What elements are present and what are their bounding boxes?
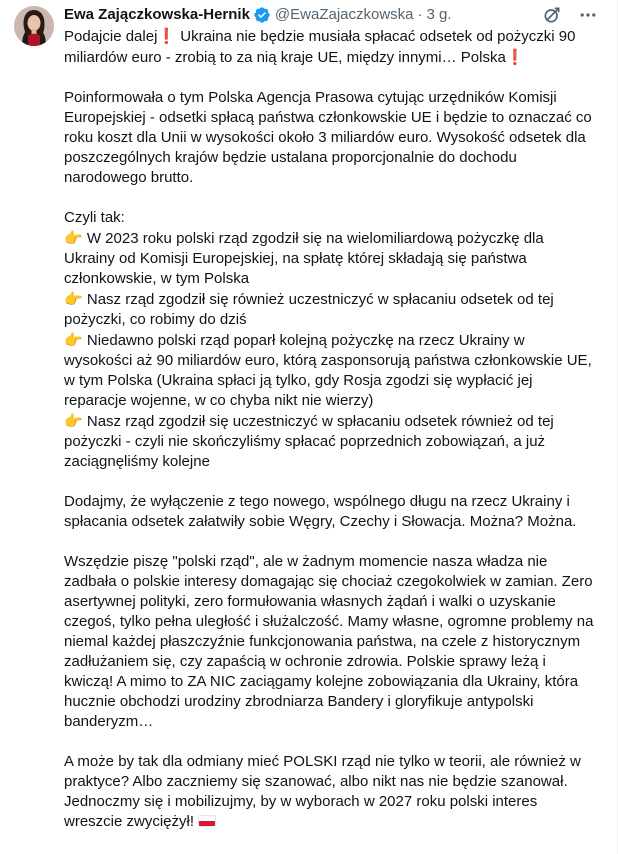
paragraph-6-text: A może by tak dla odmiany mieć POLSKI rząd nie tylko w teorii, ale również w praktyce? Albo zaczniemy się szanować, albo nikt nas nie będzie szanował. Jednoczmy się i mobilizujmy, by w wyborach w 2027 roku polski interes wreszcie zwyciężył! (64, 753, 586, 830)
bullet-3-text: Niedawno polski rząd poparł kolejną pożyczkę na rzecz Ukrainy w wysokości aż 90 miliardów euro, którą zasponsorują państwa członkowskie UE, w tym Polska (Ukraina spłaci ją tylko, gdy Rosja zgodzi się wypłacić jej reparacje wojenne, w co chyba nikt nie wierzy) (64, 332, 596, 409)
paragraph-4: Dodajmy, że wyłączenie z tego nowego, wspólnego długu na rzecz Ukrainy i spłacania odsetek załatwiły sobie Węgry, Czechy i Słowacja. Można? Można. (64, 493, 577, 530)
bullet-2 (64, 289, 594, 330)
p1-lead: Podajcie dalej (64, 28, 158, 45)
point-right-icon: 👉 (64, 290, 83, 308)
grok-icon (542, 5, 562, 25)
bullet-4 (64, 411, 594, 472)
bullet-2-text: Nasz rząd zgodził się również uczestniczyć w spłacaniu odsetek od tej pożyczki, co robimy do dziś (64, 291, 558, 328)
verified-badge-icon (253, 6, 271, 24)
more-horizontal-icon (578, 5, 598, 25)
exclamation-icon: ❗ (157, 27, 177, 45)
avatar-image (14, 6, 54, 46)
paragraph-5: Wszędzie piszę "polski rząd", ale w żadnym momencie nasza władza nie zadbała o polskie interesy domagając się chociaż czegokolwiek w zamian. Zero asertywnej polityki, zero formułowania własnych żądań i walki o uzyskanie czegoś, tylko pełna uległość i służalczość. Mamy własne, ogromne problemy na niemal każdej płaszczyźnie funkcjonowania państwa, na czele z historycznym zadłużaniem się, czy zapaścią w ochronie zdrowia. Polskie sprawy leżą i kwiczą! A mimo to ZA NIC zaciągamy kolejne zobowiązania dla Ukrainy, która hucznie obchodzi urodziny zbrodniarza Bandery i gloryfikuje antypolski banderyzm… (64, 553, 598, 730)
point-right-icon: 👉 (64, 331, 83, 349)
author-name[interactable]: Ewa Zajączkowska-Hernik (64, 6, 250, 23)
tweet-text (64, 26, 598, 832)
bullet-1-text: W 2023 roku polski rząd zgodził się na wielomiliardową pożyczkę dla Ukrainy od Komisji Europejskiej, na spłatę której składają się państwa członkowskie, w tym Polska (64, 230, 548, 287)
paragraph-3-intro: Czyli tak: (64, 209, 125, 226)
paragraph-1 (64, 26, 594, 68)
author-handle[interactable]: @EwaZajaczkowska (274, 6, 414, 23)
separator-dot: · (417, 6, 423, 23)
paragraph-6 (64, 752, 594, 832)
tweet-header (64, 4, 603, 26)
point-right-icon: 👉 (64, 412, 83, 430)
bullet-4-text: Nasz rząd zgodził się uczestniczyć w spłacaniu odsetek również od tej pożyczki - czyli nie skończyliśmy spłacać poprzednich zobowiązań, a już zaciągnęliśmy kolejne (64, 413, 558, 470)
point-right-icon: 👉 (64, 229, 83, 247)
avatar[interactable] (14, 6, 54, 46)
p1-text: Ukraina nie będzie musiała spłacać odsetek od pożyczki 90 miliardów euro - zrobią to za nią kraje UE, między innymi… Polska (64, 28, 580, 66)
bullet-1 (64, 228, 594, 289)
bullet-3 (64, 330, 594, 411)
paragraph-2: Poinformowała o tym Polska Agencja Prasowa cytując urzędników Komisji Europejskiej - odsetki spłacą państwa członkowskie UE i będzie to oznaczać co roku koszt dla Unii w wysokości około 3 miliardów euro. Wysokość odsetek dla poszczególnych krajów będzie ustalana proporcjonalnie do dochodu narodowego brutto. (64, 89, 596, 186)
exclamation-icon: ❗ (505, 48, 525, 66)
poland-flag-icon (198, 815, 216, 827)
tweet-timestamp[interactable]: 3 g. (426, 6, 452, 23)
